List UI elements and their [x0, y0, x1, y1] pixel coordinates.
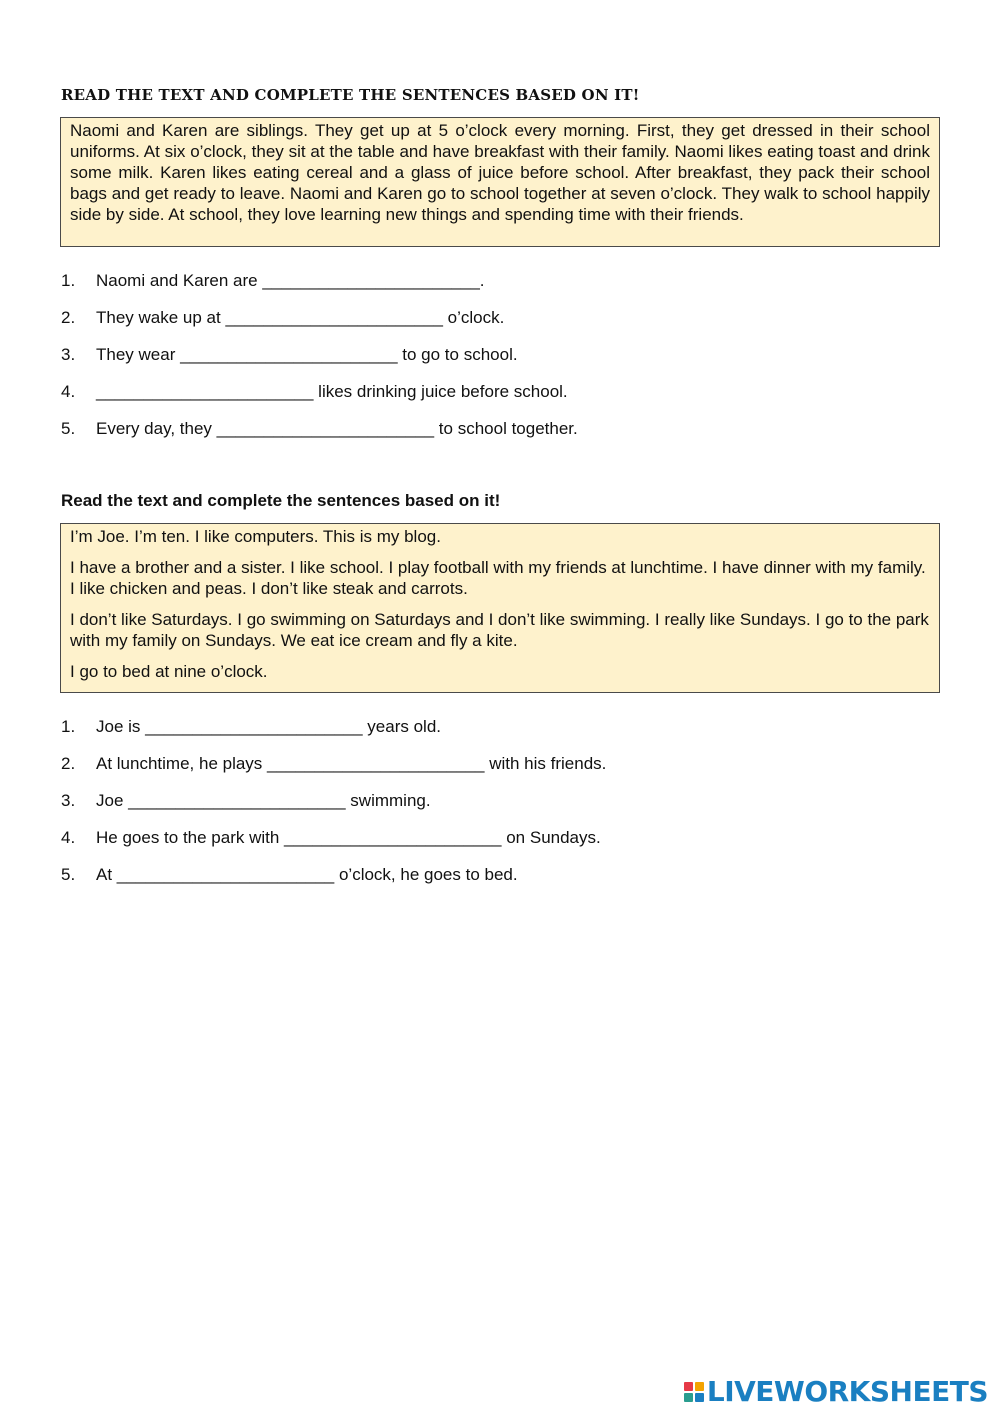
item-sentence: _______________________ likes drinking juice before school.: [96, 382, 568, 401]
item-number: 1.: [61, 271, 76, 290]
logo-square-icon: [695, 1393, 704, 1402]
item-number: 3.: [61, 791, 76, 810]
item-sentence: At _______________________ o’clock, he goes to bed.: [96, 865, 518, 884]
item-number: 2.: [61, 308, 76, 327]
item-sentence: Every day, they _______________________ to school together.: [96, 419, 578, 438]
item-sentence: Naomi and Karen are _______________________.: [96, 271, 485, 290]
item-sentence: Joe _______________________ swimming.: [96, 791, 431, 810]
exercise-item: [61, 381, 578, 418]
logo-square-icon: [695, 1382, 704, 1391]
exercise-item: [61, 827, 606, 864]
passage-2-paragraph: I have a brother and a sister. I like school. I play football with my friends at lunchtime. I have dinner with my family. I like chicken and peas. I don’t like steak and carrots.: [70, 558, 926, 598]
item-sentence: They wake up at _______________________ o’clock.: [96, 308, 505, 327]
exercise-item: [61, 716, 606, 753]
exercise-item: [61, 790, 606, 827]
item-sentence: Joe is _______________________ years old.: [96, 717, 442, 736]
exercise-item: [61, 418, 578, 455]
exercise-item: [61, 864, 606, 901]
item-number: 5.: [61, 419, 76, 438]
passage-2-paragraph: I go to bed at nine o’clock.: [70, 662, 268, 681]
liveworksheets-logo-icon: [684, 1382, 704, 1402]
section-1-title: READ THE TEXT AND COMPLETE THE SENTENCES BASED ON IT!: [61, 86, 640, 104]
passage-2-paragraph: I’m Joe. I’m ten. I like computers. This is my blog.: [70, 527, 441, 546]
exercise-list-2: [61, 716, 606, 901]
item-number: 1.: [61, 717, 76, 736]
exercise-item: [61, 344, 578, 381]
logo-square-icon: [684, 1393, 693, 1402]
logo-square-icon: [684, 1382, 693, 1391]
item-number: 5.: [61, 865, 76, 884]
reading-passage-1: [60, 117, 940, 247]
item-sentence: At lunchtime, he plays _______________________ with his friends.: [96, 754, 607, 773]
logo-wordmark: LIVEWORKSHEETS: [706, 1375, 988, 1408]
item-number: 3.: [61, 345, 76, 364]
exercise-item: [61, 307, 578, 344]
section-2-title: Read the text and complete the sentences based on it!: [61, 491, 501, 510]
exercise-list-1: [61, 270, 578, 455]
exercise-item: [61, 753, 606, 790]
liveworksheets-logo: [684, 1375, 988, 1408]
item-number: 2.: [61, 754, 76, 773]
passage-2-paragraph: I don’t like Saturdays. I go swimming on Saturdays and I don’t like swimming. I really like Sundays. I go to the park with my family on Sundays. We eat ice cream and fly a kite.: [70, 610, 929, 650]
item-sentence: He goes to the park with _______________________ on Sundays.: [96, 828, 601, 847]
item-number: 4.: [61, 828, 76, 847]
passage-1-text: Naomi and Karen are siblings. They get up at 5 o’clock every morning. First, they get dressed in their school uniforms. At six o’clock, they sit at the table and have breakfast with their family. Naomi likes eating toast and drink some milk. Karen likes eating cereal and a glass of juice before school. After breakfast, they pack their school bags and get ready to leave. Naomi and Karen go to school together at seven o’clock. They walk to school happily side by side. At school, they love learning new things and spending time with their friends.: [70, 121, 930, 224]
item-number: 4.: [61, 382, 76, 401]
item-sentence: They wear _______________________ to go to school.: [96, 345, 518, 364]
exercise-item: [61, 270, 578, 307]
reading-passage-2: [60, 523, 940, 693]
